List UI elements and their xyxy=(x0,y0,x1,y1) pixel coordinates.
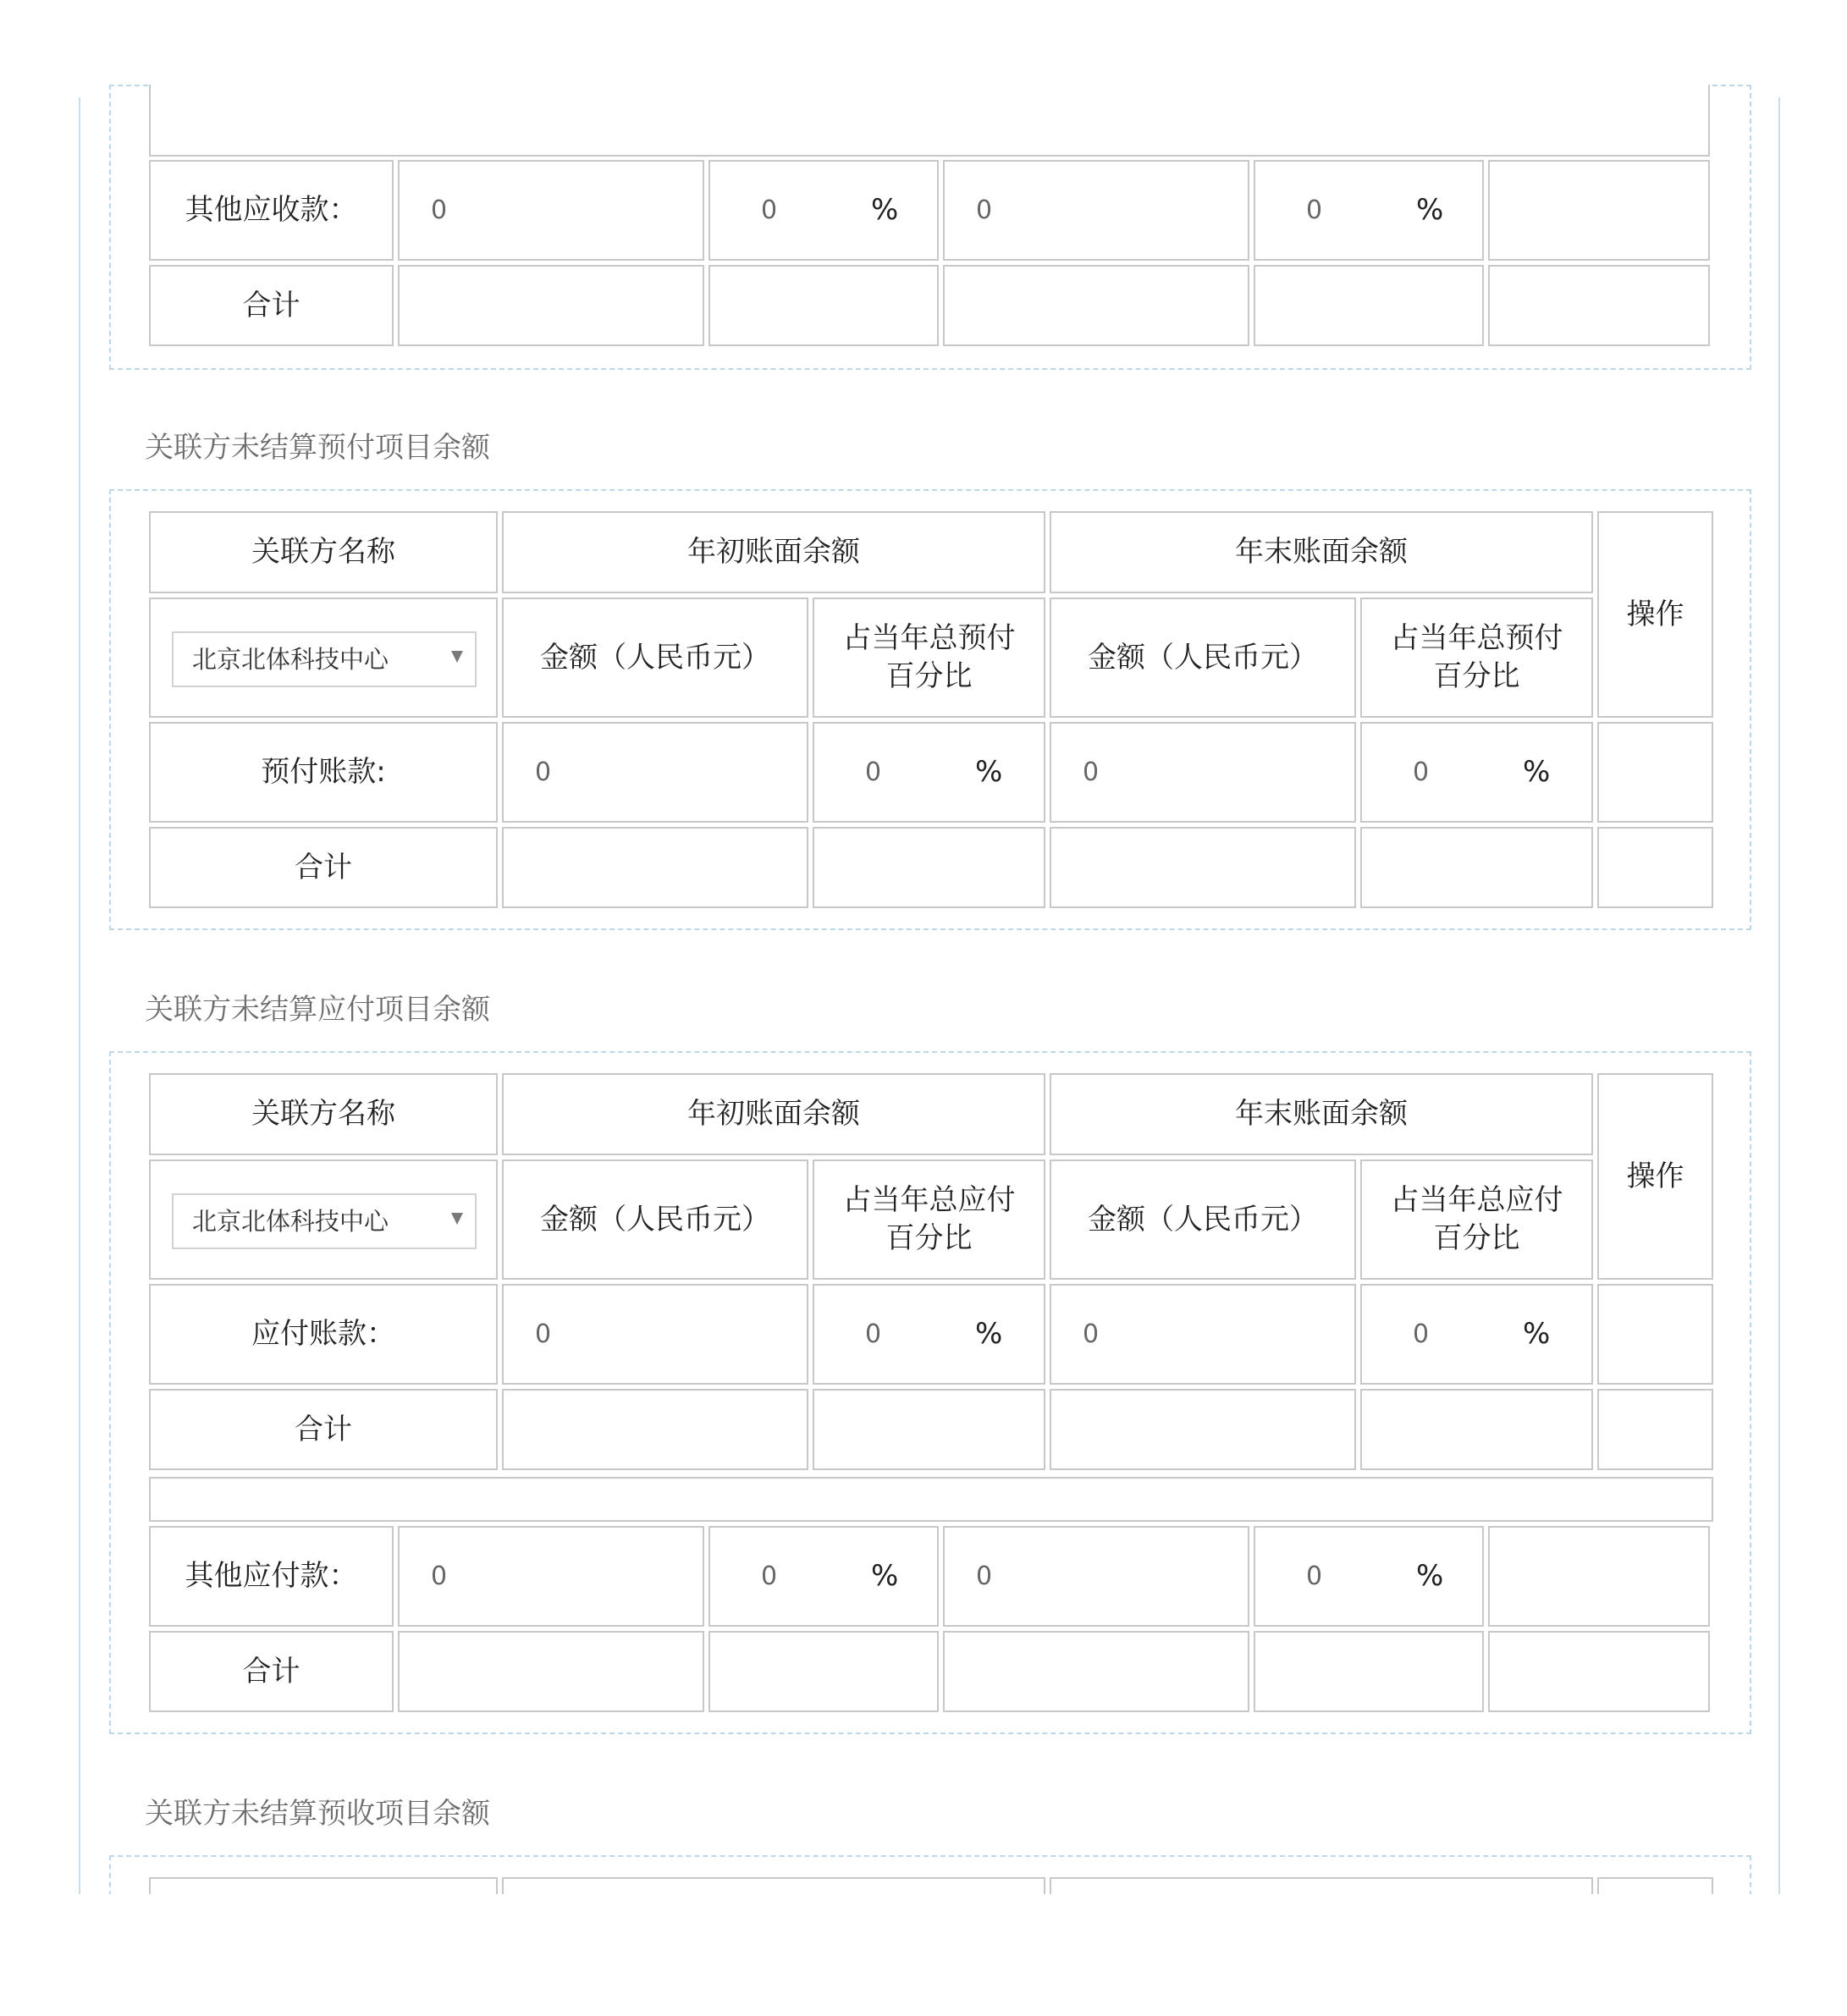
payable-end-pct-input[interactable] xyxy=(1360,1284,1593,1385)
payable-party-selected: 北京北体科技中心 xyxy=(192,1206,389,1236)
prepay-end-amount-input[interactable] xyxy=(1050,722,1356,823)
payable-end-amount-header: 金额（人民币元） xyxy=(1050,1159,1356,1280)
percent-sign: % xyxy=(975,1317,1003,1351)
begin-pct-value: 0 xyxy=(761,196,778,225)
prepay-action-cell xyxy=(1597,722,1713,823)
other-receivable-begin-pct-input[interactable] xyxy=(708,160,939,261)
other-payable-total-action xyxy=(1488,1631,1710,1712)
payable-begin-amount-header: 金额（人民币元） xyxy=(502,1159,808,1280)
percent-sign: % xyxy=(871,193,899,227)
other-payable-begin-pct-input[interactable] xyxy=(708,1526,939,1627)
end-pct-value: 0 xyxy=(1306,1562,1323,1591)
payable-header-end: 年末账面余额 xyxy=(1050,1073,1593,1155)
prepay-party-cell xyxy=(149,598,498,718)
payable-header-name: 关联方名称 xyxy=(149,1073,498,1155)
prepay-end-pct-input[interactable] xyxy=(1360,722,1593,823)
payable-begin-pct-input[interactable] xyxy=(813,1284,1045,1385)
prepay-total-begin-amount xyxy=(502,827,808,908)
prepay-begin-amount-header: 金额（人民币元） xyxy=(502,598,808,718)
payable-header-begin: 年初账面余额 xyxy=(502,1073,1045,1155)
begin-pct-value: 0 xyxy=(865,757,882,787)
percent-sign: % xyxy=(1523,1317,1551,1351)
begin-amount-value: 0 xyxy=(431,1562,448,1591)
begin-pct-value: 0 xyxy=(761,1562,778,1591)
other-payable-total-label: 合计 xyxy=(149,1631,394,1712)
other-receivable-begin-amount-input[interactable] xyxy=(398,160,704,261)
prepay-total-end-amount xyxy=(1050,827,1356,908)
payable-party-cell xyxy=(149,1159,498,1280)
other-payable-action-cell xyxy=(1488,1526,1710,1627)
other-receivable-end-pct-input[interactable] xyxy=(1254,160,1484,261)
percent-sign: % xyxy=(1416,193,1444,227)
prepay-header-begin: 年初账面余额 xyxy=(502,511,1045,593)
payable-total-end-amount xyxy=(1050,1389,1356,1470)
prepay-section-title: 关联方未结算预付项目余额 xyxy=(145,431,490,465)
other-payable-end-amount-input[interactable] xyxy=(943,1526,1249,1627)
begin-amount-value: 0 xyxy=(535,757,552,787)
end-pct-value: 0 xyxy=(1306,196,1323,225)
other-receivable-action-cell xyxy=(1488,160,1710,261)
end-amount-value: 0 xyxy=(1083,1319,1100,1349)
payable-party-select[interactable] xyxy=(172,1193,477,1249)
pct-header-line2: 百分比 xyxy=(885,659,973,693)
payable-total-label: 合计 xyxy=(149,1389,498,1470)
payable-action-cell xyxy=(1597,1284,1713,1385)
end-amount-value: 0 xyxy=(1083,757,1100,787)
pct-header-line2: 百分比 xyxy=(885,1221,973,1255)
percent-sign: % xyxy=(1523,755,1551,789)
receivable-total-begin-pct xyxy=(708,265,939,346)
end-pct-value: 0 xyxy=(1413,1319,1430,1349)
prepay-total-label: 合计 xyxy=(149,827,498,908)
payable-begin-pct-header xyxy=(813,1159,1045,1280)
receivable-blank-row xyxy=(149,85,1710,157)
prepay-header-action: 操作 xyxy=(1597,511,1713,718)
receivable-total-label: 合计 xyxy=(149,265,394,346)
dropdown-arrow-icon xyxy=(451,651,463,663)
prepay-party-selected: 北京北体科技中心 xyxy=(192,644,389,674)
other-receivable-end-amount-input[interactable] xyxy=(943,160,1249,261)
prepay-begin-amount-input[interactable] xyxy=(502,722,808,823)
prepay-total-action xyxy=(1597,827,1713,908)
prepay-party-select[interactable] xyxy=(172,631,477,687)
receivable-total-end-pct xyxy=(1254,265,1484,346)
other-payable-begin-amount-input[interactable] xyxy=(398,1526,704,1627)
receivable-total-begin-amount xyxy=(398,265,704,346)
end-pct-value: 0 xyxy=(1413,757,1430,787)
payable-blank-row xyxy=(149,1477,1713,1522)
payable-total-end-pct xyxy=(1360,1389,1593,1470)
payable-row-label: 应付账款： xyxy=(149,1284,498,1385)
prepay-total-begin-pct xyxy=(813,827,1045,908)
bottom-blank xyxy=(0,1894,1847,2016)
percent-sign: % xyxy=(975,755,1003,789)
payable-begin-amount-input[interactable] xyxy=(502,1284,808,1385)
other-receivable-label: 其他应收款： xyxy=(149,160,394,261)
other-payable-end-pct-input[interactable] xyxy=(1254,1526,1484,1627)
payable-section-title: 关联方未结算应付项目余额 xyxy=(145,993,490,1027)
payable-end-pct-header xyxy=(1360,1159,1593,1280)
pct-header-line1: 占当年总预付 xyxy=(1390,621,1563,655)
prepay-end-amount-header: 金额（人民币元） xyxy=(1050,598,1356,718)
pct-header-line1: 占当年总应付 xyxy=(842,1183,1016,1217)
other-payable-label: 其他应付款： xyxy=(149,1526,394,1627)
pct-header-line2: 百分比 xyxy=(1433,1221,1520,1255)
pct-header-line2: 百分比 xyxy=(1433,659,1520,693)
begin-amount-value: 0 xyxy=(535,1319,552,1349)
payable-total-action xyxy=(1597,1389,1713,1470)
percent-sign: % xyxy=(1416,1559,1444,1593)
prepay-total-end-pct xyxy=(1360,827,1593,908)
receivable-total-end-amount xyxy=(943,265,1249,346)
prepay-end-pct-header xyxy=(1360,598,1593,718)
percent-sign: % xyxy=(871,1559,899,1593)
payable-total-begin-pct xyxy=(813,1389,1045,1470)
prepay-row-label: 预付账款: xyxy=(149,722,498,823)
other-payable-total-begin-amount xyxy=(398,1631,704,1712)
end-amount-value: 0 xyxy=(976,1562,993,1591)
other-payable-total-end-amount xyxy=(943,1631,1249,1712)
prepay-header-end: 年末账面余额 xyxy=(1050,511,1593,593)
end-amount-value: 0 xyxy=(976,196,993,225)
payable-total-begin-amount xyxy=(502,1389,808,1470)
begin-pct-value: 0 xyxy=(865,1319,882,1349)
prepay-header-name: 关联方名称 xyxy=(149,511,498,593)
prepay-begin-pct-input[interactable] xyxy=(813,722,1045,823)
receivable-total-action xyxy=(1488,265,1710,346)
other-payable-total-begin-pct xyxy=(708,1631,939,1712)
begin-amount-value: 0 xyxy=(431,196,448,225)
advance-section-title: 关联方未结算预收项目余额 xyxy=(145,1797,490,1831)
payable-end-amount-input[interactable] xyxy=(1050,1284,1356,1385)
dropdown-arrow-icon xyxy=(451,1213,463,1225)
other-payable-total-end-pct xyxy=(1254,1631,1484,1712)
pct-header-line1: 占当年总预付 xyxy=(842,621,1016,655)
pct-header-line1: 占当年总应付 xyxy=(1390,1183,1563,1217)
payable-header-action: 操作 xyxy=(1597,1073,1713,1280)
prepay-begin-pct-header xyxy=(813,598,1045,718)
